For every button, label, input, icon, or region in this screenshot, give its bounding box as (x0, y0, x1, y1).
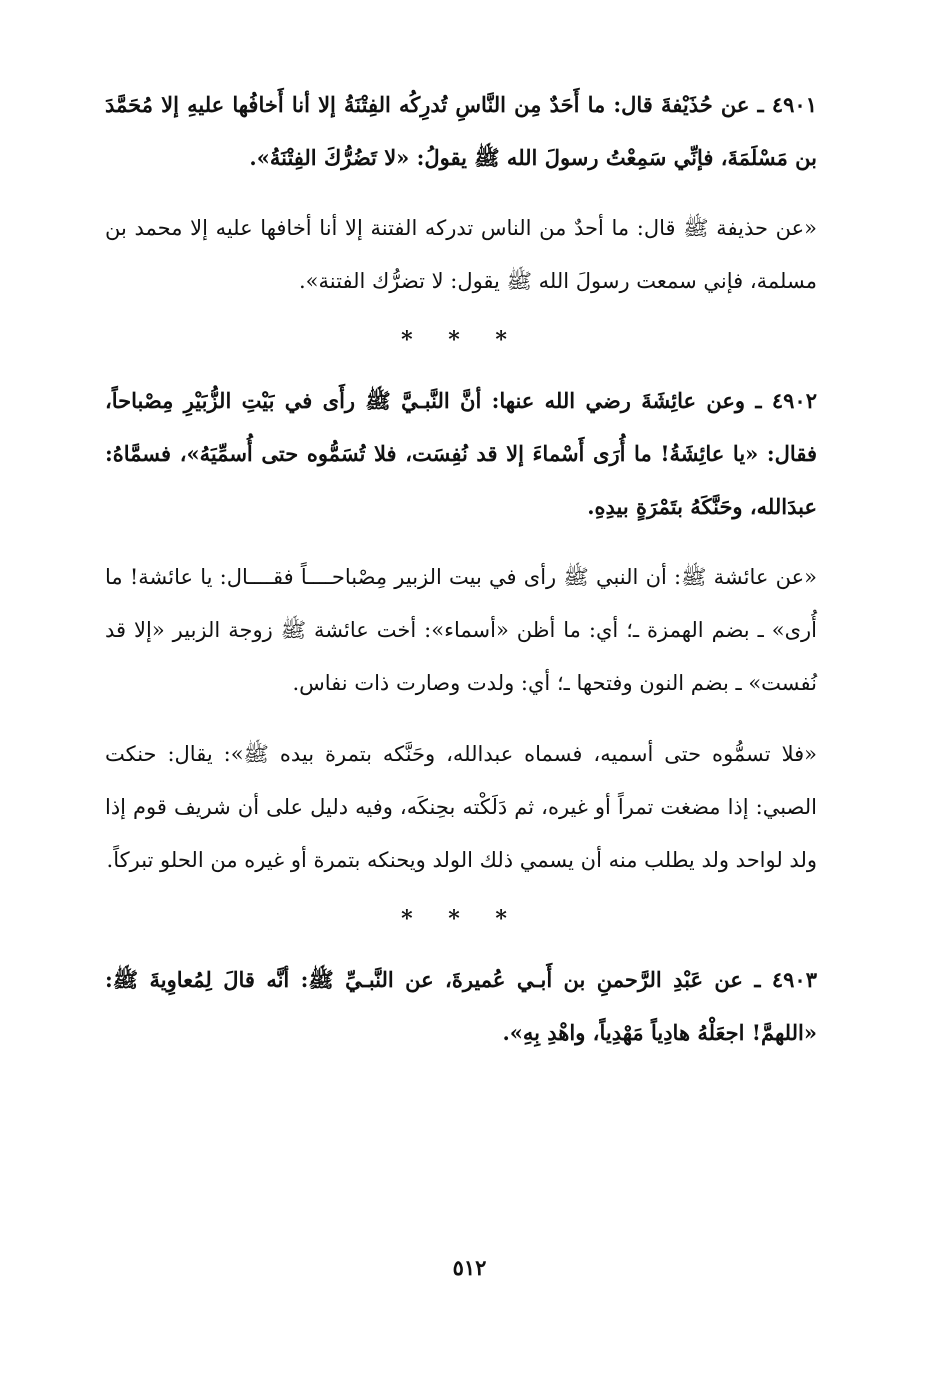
commentary-4901: «عن حذيفة ﷺ قال: ما أحدٌ من الناس تدركه الفتنة إلا أنا أخافها عليه إلا محمد بن مسلمة، فإني سمعت رسولَ الله ﷺ يقول: لا تضرُّك الفتنة». (105, 216, 817, 293)
hadith-4903: ٤٩٠٣ ـ عن عَبْدِ الرَّحمنِ بن أَبـي عُميرةَ، عن النَّبـيِّ ﷺ: أنَّه قالَ لِمُعاوِيةَ ﷺ: «اللهمَّ! اجعَلْهُ هادِياً مَهْدِياً، واهْدِ بِهِ». (105, 967, 817, 1045)
commentary-4902-a: «عن عائشة ﷺ: أن النبي ﷺ رأى في بيت الزبير مِصْباحــــاً فقــــال: يا عائشة! ما أُرى» ـ بضم الهمزة ـ؛ أي: ما أظن «أسماء»: أخت عائشة ﷺ زوجة الزبير «إلا قد نُفست» ـ بضم النون وفتحها ـ؛ أي: ولدت وصارت ذات نفاس. (105, 565, 817, 695)
page-number: ٥١٢ (452, 1255, 487, 1280)
commentary-4902-b: «فلا تسمُّوه حتى أسميه، فسماه عبدالله، وحَنَّكه بتمرة بيده ﷺ»: يقال: حنكت الصبي: إذا مضغت تمراً أو غيره، ثم دَلَكْته بحِنكَه، وفيه دليل على أن شريف قوم إذا ولد لواحد ولد يطلب منه أن يسمي ذلك الولد ويحنكه بتمرة أو غيره من الحلو تبركاً. (105, 742, 817, 872)
page-body (105, 78, 817, 1059)
hadith-4902: ٤٩٠٢ ـ وعن عائِشَةَ رضي الله عنها: أنَّ النَّبـيَّ ﷺ رأَى في بَيْتِ الزُّبَيْرِ مِصْباحاً، فقال: «يا عائِشَةُ! ما أُرَى أَسْماءَ إلا قد نُفِسَت، فلا تُسَمُّوه حتى أُسمِّيَهُ»، فسمَّاهُ: عبدَالله، وحَنَّكَهُ بتَمْرَةٍ بيدِهِ. (105, 388, 817, 519)
hadith-4901: ٤٩٠١ ـ عن حُذَيْفةَ قال: ما أَحَدٌ مِن النَّاسِ تُدرِكُه الفِتْنَةُ إلا أنا أَخافُها عليهِ إلا مُحَمَّدَ بن مَسْلَمَةَ، فإنِّي سَمِعْتُ رسولَ الله ﷺ يقولُ: «لا تَضُرُّكَ الفِتْنَةُ». (105, 92, 817, 170)
section-separator: * * * (401, 327, 521, 353)
section-separator: * * * (401, 906, 521, 932)
